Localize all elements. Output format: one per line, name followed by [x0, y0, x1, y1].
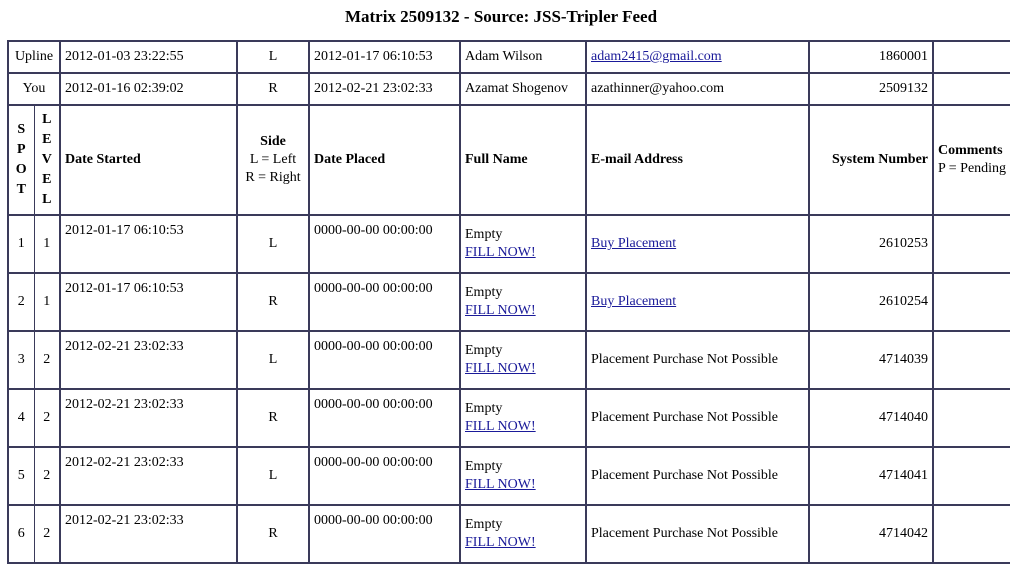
you-comments [933, 73, 1010, 105]
upline-date-started: 2012-01-03 23:22:55 [60, 41, 237, 73]
buy-placement-link[interactable]: Buy Placement [591, 294, 677, 309]
spot-level-header [8, 105, 60, 215]
system-number-cell: 4714042 [809, 505, 933, 563]
header-row [8, 105, 1010, 215]
date-started-cell: 2012-02-21 23:02:33 [60, 505, 237, 563]
system-number-cell: 4714040 [809, 389, 933, 447]
date-started-cell: 2012-01-17 06:10:53 [60, 215, 237, 273]
you-full-name: Azamat Shogenov [460, 73, 586, 105]
comments-cell [933, 273, 1010, 331]
full-name-cell [460, 215, 586, 273]
you-date-started: 2012-01-16 02:39:02 [60, 73, 237, 105]
table-row [8, 215, 1010, 273]
placement-status: Placement Purchase Not Possible [591, 410, 779, 425]
level-header: L E V E L [41, 112, 52, 207]
side-cell: R [237, 389, 309, 447]
side-header: Side L = Left R = Right [237, 105, 309, 215]
fill-now-link[interactable]: FILL NOW! [465, 361, 536, 376]
date-started-header: Date Started [60, 105, 237, 215]
table-row [8, 389, 1010, 447]
upline-full-name: Adam Wilson [460, 41, 586, 73]
email-cell [586, 389, 809, 447]
fill-now-link[interactable]: FILL NOW! [465, 419, 536, 434]
system-number-header: System Number [809, 105, 933, 215]
comments-cell [933, 447, 1010, 505]
email-cell [586, 215, 809, 273]
fill-now-link[interactable]: FILL NOW! [465, 477, 536, 492]
table-row [8, 331, 1010, 389]
comments-cell [933, 505, 1010, 563]
comments-cell [933, 215, 1010, 273]
date-placed-cell: 0000-00-00 00:00:00 [309, 215, 460, 273]
email-cell [586, 447, 809, 505]
spot-level-cell [8, 505, 60, 563]
data-rows [8, 215, 1010, 563]
fill-now-link[interactable]: FILL NOW! [465, 535, 536, 550]
full-name-cell [460, 331, 586, 389]
level-number: 2 [43, 410, 51, 425]
spot-number: 1 [9, 216, 35, 272]
empty-label: Empty [465, 227, 503, 242]
spot-header: S P O T [9, 106, 35, 214]
table-row [8, 273, 1010, 331]
level-number: 2 [43, 352, 51, 367]
spot-level-cell [8, 215, 60, 273]
email-cell [586, 505, 809, 563]
upline-comments [933, 41, 1010, 73]
table-row [8, 505, 1010, 563]
system-number-cell: 2610253 [809, 215, 933, 273]
you-row [8, 73, 1010, 105]
upline-system-number: 1860001 [809, 41, 933, 73]
empty-label: Empty [465, 459, 503, 474]
upline-label: Upline [8, 41, 60, 73]
comments-header: Comments P = Pending [933, 105, 1010, 215]
spot-number: 6 [9, 506, 35, 562]
you-date-placed: 2012-02-21 23:02:33 [309, 73, 460, 105]
upline-row [8, 41, 1010, 73]
placement-status: Placement Purchase Not Possible [591, 468, 779, 483]
full-name-cell [460, 273, 586, 331]
empty-label: Empty [465, 285, 503, 300]
comments-cell [933, 389, 1010, 447]
side-cell: L [237, 215, 309, 273]
empty-label: Empty [465, 343, 503, 358]
email-cell [586, 273, 809, 331]
side-cell: R [237, 273, 309, 331]
you-email: azathinner@yahoo.com [586, 73, 809, 105]
upline-email-cell [586, 41, 809, 73]
full-name-cell [460, 447, 586, 505]
side-cell: L [237, 331, 309, 389]
placement-status: Placement Purchase Not Possible [591, 352, 779, 367]
date-started-cell: 2012-02-21 23:02:33 [60, 389, 237, 447]
date-placed-cell: 0000-00-00 00:00:00 [309, 505, 460, 563]
spot-number: 2 [9, 274, 35, 330]
spot-level-cell [8, 273, 60, 331]
spot-number: 4 [9, 390, 35, 446]
date-started-cell: 2012-02-21 23:02:33 [60, 447, 237, 505]
full-name-cell [460, 505, 586, 563]
fill-now-link[interactable]: FILL NOW! [465, 303, 536, 318]
level-number: 2 [43, 468, 51, 483]
date-started-cell: 2012-01-17 06:10:53 [60, 273, 237, 331]
date-placed-header: Date Placed [309, 105, 460, 215]
page-title: Matrix 2509132 - Source: JSS-Tripler Feed [344, 7, 658, 26]
system-number-cell: 4714041 [809, 447, 933, 505]
upline-side: L [237, 41, 309, 73]
spot-level-cell [8, 389, 60, 447]
full-name-header: Full Name [460, 105, 586, 215]
you-system-number: 2509132 [809, 73, 933, 105]
spot-level-cell [8, 331, 60, 389]
date-placed-cell: 0000-00-00 00:00:00 [309, 389, 460, 447]
side-cell: L [237, 447, 309, 505]
level-number: 2 [43, 526, 51, 541]
you-side: R [237, 73, 309, 105]
date-started-cell: 2012-02-21 23:02:33 [60, 331, 237, 389]
comments-cell [933, 331, 1010, 389]
table-row [8, 447, 1010, 505]
email-cell [586, 331, 809, 389]
spot-number: 5 [9, 448, 35, 504]
date-placed-cell: 0000-00-00 00:00:00 [309, 273, 460, 331]
you-label: You [8, 73, 60, 105]
placement-status: Placement Purchase Not Possible [591, 526, 779, 541]
system-number-cell: 2610254 [809, 273, 933, 331]
buy-placement-link[interactable]: Buy Placement [591, 236, 677, 251]
fill-now-link[interactable]: FILL NOW! [465, 245, 536, 260]
level-number: 1 [43, 294, 51, 309]
email-header: E-mail Address [586, 105, 809, 215]
level-number: 1 [43, 236, 51, 251]
side-cell: R [237, 505, 309, 563]
date-placed-cell: 0000-00-00 00:00:00 [309, 447, 460, 505]
empty-label: Empty [465, 517, 503, 532]
matrix-table [7, 40, 1010, 564]
spot-number: 3 [9, 332, 35, 388]
system-number-cell: 4714039 [809, 331, 933, 389]
upline-date-placed: 2012-01-17 06:10:53 [309, 41, 460, 73]
upline-email-link[interactable]: adam2415@gmail.com [591, 49, 722, 64]
full-name-cell [460, 389, 586, 447]
spot-level-cell [8, 447, 60, 505]
empty-label: Empty [465, 401, 503, 416]
date-placed-cell: 0000-00-00 00:00:00 [309, 331, 460, 389]
